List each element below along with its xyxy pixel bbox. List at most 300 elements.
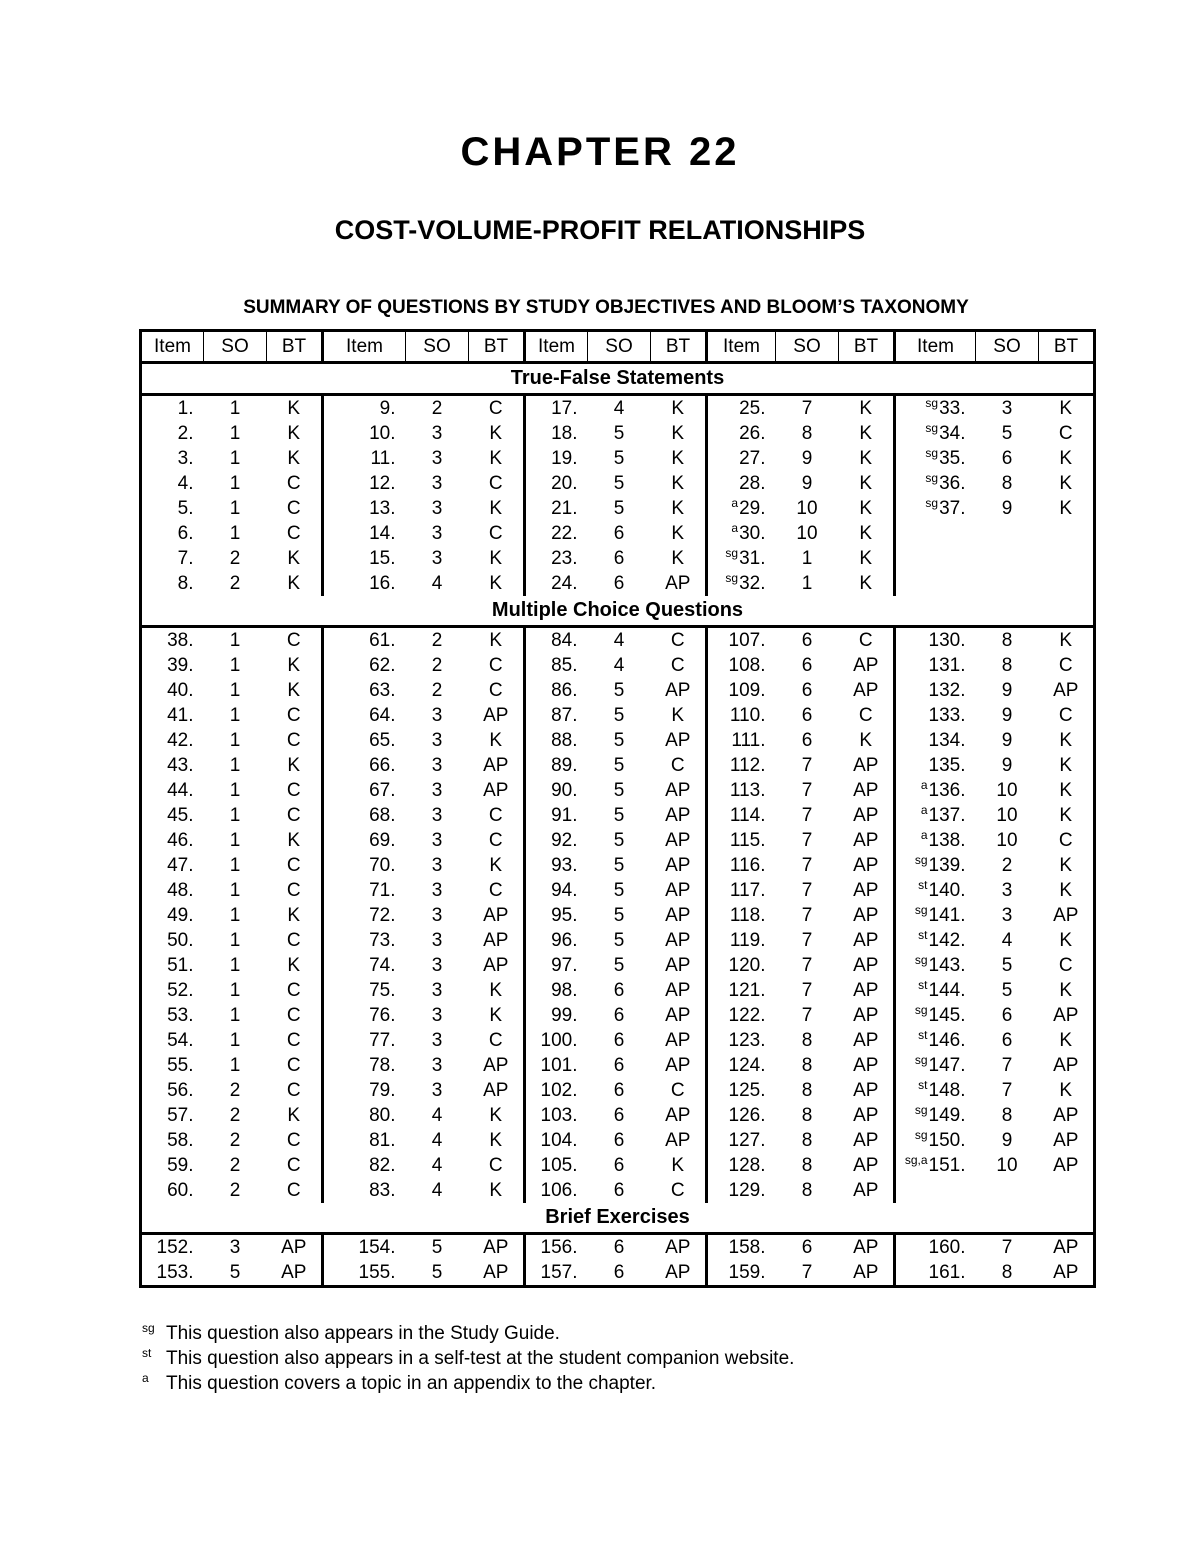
bt-cell: K — [287, 655, 301, 676]
so-cell: 4 — [613, 655, 625, 676]
item-cell — [323, 878, 406, 903]
item-number: 72. — [369, 905, 396, 926]
bt-cell: K — [671, 1155, 685, 1176]
bt-cell: C — [286, 498, 301, 519]
item-number: 129. — [728, 1180, 766, 1201]
item-number: 27. — [739, 448, 766, 469]
item-number: 43. — [167, 755, 194, 776]
footnote-marker: sg — [914, 903, 928, 917]
summary-table — [139, 329, 1096, 1288]
bt-cell: C — [488, 655, 503, 676]
item-number: 131. — [928, 655, 966, 676]
so-cell: 1 — [229, 1005, 241, 1026]
bt-cell: AP — [483, 780, 509, 801]
footnote-text: This question also appears in the Study Guide. — [166, 1323, 560, 1344]
bt-cell: C — [286, 1155, 301, 1176]
so-cell: 6 — [801, 730, 813, 751]
item-number: 124. — [728, 1055, 766, 1076]
item-number: 66. — [369, 755, 396, 776]
bt-cell: K — [1059, 780, 1073, 801]
item-number: 95. — [551, 905, 578, 926]
bt-cell: C — [670, 655, 685, 676]
item-number: 65. — [369, 730, 396, 751]
so-cell: 3 — [229, 1237, 241, 1258]
so-cell: 10 — [996, 805, 1018, 826]
item-number: 5. — [177, 498, 194, 519]
table-row — [141, 828, 1095, 853]
item-number: 122. — [728, 1005, 766, 1026]
item-number: 21. — [551, 498, 578, 519]
item-cell — [895, 703, 976, 728]
bt-cell: K — [287, 905, 301, 926]
item-cell — [895, 471, 976, 496]
item-number: 127. — [728, 1130, 766, 1151]
footnote — [142, 1366, 794, 1394]
item-cell — [141, 703, 204, 728]
item-number: 126. — [728, 1105, 766, 1126]
so-cell: 7 — [1001, 1055, 1013, 1076]
table-row — [141, 1128, 1095, 1153]
item-cell — [707, 471, 776, 496]
item-number: 51. — [167, 955, 194, 976]
bt-cell: K — [1059, 855, 1073, 876]
item-number: 20. — [551, 473, 578, 494]
item-cell — [323, 471, 406, 496]
bt-cell: K — [489, 1180, 503, 1201]
item-cell — [323, 446, 406, 471]
item-number: 159. — [728, 1262, 766, 1283]
so-cell: 1 — [229, 980, 241, 1001]
so-cell: 2 — [431, 398, 443, 419]
item-cell — [525, 728, 588, 753]
item-cell — [895, 1128, 976, 1153]
so-cell: 2 — [431, 630, 443, 651]
item-cell — [707, 546, 776, 571]
so-cell: 2 — [431, 655, 443, 676]
so-cell: 8 — [1001, 1262, 1013, 1283]
item-number: 106. — [540, 1180, 578, 1201]
item-cell — [707, 978, 776, 1003]
item-cell — [141, 978, 204, 1003]
so-cell: 1 — [229, 1030, 241, 1051]
table-row — [141, 878, 1095, 903]
bt-cell: AP — [665, 1030, 691, 1051]
bt-cell: AP — [853, 980, 879, 1001]
so-cell: 8 — [801, 1030, 813, 1051]
so-cell: 6 — [613, 1105, 625, 1126]
item-cell — [323, 627, 406, 654]
so-cell: 7 — [801, 1005, 813, 1026]
so-cell: 1 — [229, 930, 241, 951]
bt-cell: AP — [853, 780, 879, 801]
item-cell — [323, 1053, 406, 1078]
item-cell — [707, 1260, 776, 1287]
section-title: True-False Statements — [141, 363, 1095, 395]
item-number: 41. — [167, 705, 194, 726]
item-number: 24. — [551, 573, 578, 594]
bt-cell: C — [1058, 655, 1073, 676]
so-cell: 1 — [229, 398, 241, 419]
bt-cell: AP — [853, 1105, 879, 1126]
bt-cell: AP — [853, 755, 879, 776]
item-cell — [895, 878, 976, 903]
item-cell — [141, 496, 204, 521]
item-number: 52. — [167, 980, 194, 1001]
section-title: Multiple Choice Questions — [141, 596, 1095, 627]
bt-cell: K — [1059, 880, 1073, 901]
item-number: 76. — [369, 1005, 396, 1026]
bt-cell: AP — [483, 1237, 509, 1258]
item-number: 148. — [928, 1080, 966, 1101]
so-cell: 5 — [613, 755, 625, 776]
item-number: 40. — [167, 680, 194, 701]
so-cell: 3 — [1001, 905, 1013, 926]
so-cell: 7 — [801, 830, 813, 851]
item-number: 73. — [369, 930, 396, 951]
item-number: 12. — [369, 473, 396, 494]
item-number: 110. — [729, 705, 766, 726]
bt-cell: K — [1059, 980, 1073, 1001]
item-cell — [525, 1053, 588, 1078]
bt-cell: K — [859, 398, 873, 419]
footnote-marker: sg — [925, 471, 939, 485]
item-cell — [141, 953, 204, 978]
item-cell — [895, 521, 976, 546]
item-cell — [141, 521, 204, 546]
bt-cell — [1039, 521, 1095, 546]
item-number: 26. — [739, 423, 766, 444]
so-cell: 3 — [431, 930, 443, 951]
bt-cell: C — [286, 473, 301, 494]
so-cell: 1 — [229, 1055, 241, 1076]
bt-cell: AP — [853, 1155, 879, 1176]
item-number: 15. — [369, 548, 396, 569]
item-cell — [323, 395, 406, 422]
column-header-row — [141, 331, 1095, 363]
table-row — [141, 571, 1095, 596]
bt-cell: AP — [853, 830, 879, 851]
item-number: 9. — [379, 398, 396, 419]
footnote-marker: a — [920, 803, 928, 817]
item-number: 146. — [928, 1030, 966, 1051]
bt-cell: K — [671, 448, 685, 469]
section-header-row — [141, 363, 1095, 395]
item-cell — [895, 627, 976, 654]
so-cell: 6 — [613, 1005, 625, 1026]
item-number: 29. — [739, 498, 766, 519]
item-cell — [525, 678, 588, 703]
item-number: 31. — [739, 548, 766, 569]
item-number: 18. — [551, 423, 578, 444]
item-cell — [707, 703, 776, 728]
item-cell — [895, 1260, 976, 1287]
column-header-bt: BT — [839, 331, 895, 363]
item-cell — [895, 1153, 976, 1178]
item-number: 121. — [728, 980, 766, 1001]
item-cell — [895, 1234, 976, 1261]
item-number: 80. — [369, 1105, 396, 1126]
so-cell: 5 — [613, 830, 625, 851]
so-cell: 6 — [1001, 1030, 1013, 1051]
item-cell — [525, 571, 588, 596]
item-cell — [895, 978, 976, 1003]
item-cell — [525, 928, 588, 953]
item-cell — [525, 878, 588, 903]
bt-cell: K — [489, 573, 503, 594]
item-number: 49. — [167, 905, 194, 926]
so-cell: 3 — [431, 855, 443, 876]
item-number: 3. — [177, 448, 194, 469]
bt-cell: AP — [483, 705, 509, 726]
item-cell — [707, 1003, 776, 1028]
item-number: 53. — [167, 1005, 194, 1026]
so-cell: 3 — [431, 905, 443, 926]
item-cell — [707, 1178, 776, 1203]
so-cell: 8 — [1001, 473, 1013, 494]
bt-cell: AP — [483, 905, 509, 926]
bt-cell: K — [859, 730, 873, 751]
bt-cell: C — [670, 1180, 685, 1201]
item-cell — [895, 678, 976, 703]
bt-cell: AP — [483, 1262, 509, 1283]
footnote — [142, 1316, 794, 1344]
bt-cell: K — [489, 980, 503, 1001]
footnote-marker: sg — [914, 1128, 928, 1142]
bt-cell: AP — [665, 1262, 691, 1283]
item-number: 39. — [167, 655, 194, 676]
item-number: 147. — [928, 1055, 966, 1076]
item-cell — [895, 653, 976, 678]
item-cell — [141, 446, 204, 471]
bt-cell: K — [671, 523, 685, 544]
bt-cell: K — [1059, 1030, 1073, 1051]
item-cell — [323, 853, 406, 878]
item-cell — [323, 803, 406, 828]
bt-cell: C — [1058, 830, 1073, 851]
bt-cell: AP — [1053, 905, 1079, 926]
item-number: 83. — [369, 1180, 396, 1201]
column-header-so: SO — [776, 331, 839, 363]
footnote-text: This question covers a topic in an appendix to the chapter. — [166, 1373, 657, 1394]
item-cell — [895, 1178, 976, 1203]
item-cell — [141, 627, 204, 654]
item-number: 28. — [739, 473, 766, 494]
so-cell: 8 — [801, 1130, 813, 1151]
footnote-marker: st — [918, 1078, 928, 1092]
item-cell — [525, 953, 588, 978]
item-number: 153. — [156, 1262, 194, 1283]
bt-cell: C — [286, 730, 301, 751]
table-row — [141, 627, 1095, 654]
so-cell: 5 — [613, 473, 625, 494]
so-cell: 8 — [801, 1080, 813, 1101]
footnote-marker: sg — [725, 546, 739, 560]
item-number: 14. — [369, 523, 396, 544]
item-number: 134. — [928, 730, 966, 751]
bt-cell: AP — [665, 780, 691, 801]
item-number: 19. — [551, 448, 578, 469]
item-cell — [895, 571, 976, 596]
so-cell: 8 — [1001, 630, 1013, 651]
so-cell: 1 — [801, 548, 813, 569]
so-cell — [976, 1178, 1039, 1203]
item-cell — [323, 928, 406, 953]
column-header-so: SO — [406, 331, 469, 363]
bt-cell: K — [489, 423, 503, 444]
column-header-bt: BT — [651, 331, 707, 363]
item-number: 30. — [739, 523, 766, 544]
item-cell — [707, 496, 776, 521]
item-cell — [525, 853, 588, 878]
table-row — [141, 978, 1095, 1003]
bt-cell: AP — [665, 905, 691, 926]
item-cell — [525, 803, 588, 828]
item-cell — [141, 878, 204, 903]
table-row — [141, 728, 1095, 753]
item-number: 48. — [167, 880, 194, 901]
item-number: 87. — [551, 705, 578, 726]
table-row — [141, 1003, 1095, 1028]
bt-cell: K — [287, 680, 301, 701]
item-number: 6. — [177, 523, 194, 544]
footnote-marker: sg — [925, 446, 939, 460]
item-cell — [707, 803, 776, 828]
bt-cell: K — [287, 448, 301, 469]
so-cell: 3 — [431, 548, 443, 569]
table-row — [141, 1103, 1095, 1128]
chapter-title: CHAPTER 22 — [460, 130, 740, 174]
bt-cell: C — [488, 473, 503, 494]
so-cell: 1 — [229, 805, 241, 826]
item-cell — [895, 953, 976, 978]
so-cell: 5 — [613, 905, 625, 926]
item-number: 101. — [540, 1055, 578, 1076]
item-number: 128. — [728, 1155, 766, 1176]
bt-cell: C — [286, 930, 301, 951]
bt-cell: K — [859, 423, 873, 444]
item-cell — [323, 778, 406, 803]
so-cell: 8 — [801, 423, 813, 444]
footnote-marker: sg — [725, 571, 739, 585]
bt-cell: AP — [853, 1180, 879, 1201]
so-cell: 8 — [801, 1155, 813, 1176]
bt-cell: K — [671, 705, 685, 726]
item-number: 142. — [928, 930, 966, 951]
footnote-marker: a — [920, 828, 928, 842]
item-cell — [323, 653, 406, 678]
bt-cell: K — [489, 498, 503, 519]
so-cell: 1 — [229, 680, 241, 701]
item-number: 23. — [551, 548, 578, 569]
so-cell: 7 — [801, 398, 813, 419]
bt-cell: AP — [1053, 1005, 1079, 1026]
item-number: 64. — [369, 705, 396, 726]
bt-cell: K — [671, 473, 685, 494]
bt-cell: AP — [853, 1030, 879, 1051]
bt-cell: C — [1058, 705, 1073, 726]
so-cell: 1 — [229, 498, 241, 519]
item-cell — [707, 446, 776, 471]
footnote-marker: sg — [925, 496, 939, 510]
item-cell — [707, 878, 776, 903]
bt-cell: K — [1059, 805, 1073, 826]
so-cell: 5 — [613, 855, 625, 876]
bt-cell: AP — [665, 1237, 691, 1258]
item-number: 141. — [928, 905, 966, 926]
bt-cell: K — [287, 955, 301, 976]
item-cell — [141, 1103, 204, 1128]
so-cell: 2 — [229, 573, 241, 594]
item-number: 13. — [369, 498, 396, 519]
item-number: 143. — [928, 955, 966, 976]
bt-cell: K — [671, 423, 685, 444]
item-number: 2. — [177, 423, 194, 444]
item-number: 138. — [928, 830, 966, 851]
so-cell: 5 — [613, 498, 625, 519]
table-row — [141, 1053, 1095, 1078]
item-cell — [707, 1153, 776, 1178]
table-row — [141, 521, 1095, 546]
item-cell — [525, 521, 588, 546]
item-cell — [895, 446, 976, 471]
table-row — [141, 778, 1095, 803]
item-number: 58. — [167, 1130, 194, 1151]
so-cell: 3 — [431, 955, 443, 976]
bt-cell: K — [489, 855, 503, 876]
so-cell: 7 — [801, 780, 813, 801]
item-cell — [525, 753, 588, 778]
bt-cell: K — [859, 523, 873, 544]
so-cell: 3 — [431, 980, 443, 1001]
bt-cell: AP — [665, 805, 691, 826]
item-cell — [141, 903, 204, 928]
item-number: 59. — [167, 1155, 194, 1176]
table-row — [141, 803, 1095, 828]
footnote-marker: a — [731, 496, 739, 510]
item-cell — [323, 1078, 406, 1103]
bt-cell: C — [670, 1080, 685, 1101]
item-cell — [525, 1178, 588, 1203]
item-cell — [895, 421, 976, 446]
item-number: 4. — [177, 473, 194, 494]
item-cell — [895, 853, 976, 878]
bt-cell: C — [488, 523, 503, 544]
item-number: 75. — [369, 980, 396, 1001]
bt-cell: AP — [853, 655, 879, 676]
so-cell: 5 — [229, 1262, 241, 1283]
table-row — [141, 1153, 1095, 1178]
footnote-marker: st — [918, 1028, 928, 1042]
item-number: 158. — [728, 1237, 766, 1258]
item-cell — [141, 1128, 204, 1153]
item-cell — [141, 1260, 204, 1287]
so-cell: 3 — [431, 705, 443, 726]
bt-cell: AP — [853, 1005, 879, 1026]
bt-cell: AP — [281, 1262, 307, 1283]
item-number: 42. — [167, 730, 194, 751]
bt-cell: K — [1059, 630, 1073, 651]
so-cell: 9 — [1001, 755, 1013, 776]
item-number: 60. — [167, 1180, 194, 1201]
so-cell: 8 — [801, 1180, 813, 1201]
so-cell: 3 — [431, 780, 443, 801]
bt-cell: AP — [1053, 1155, 1079, 1176]
so-cell: 9 — [1001, 730, 1013, 751]
so-cell: 6 — [613, 573, 625, 594]
item-cell — [323, 571, 406, 596]
so-cell: 5 — [613, 955, 625, 976]
bt-cell: C — [858, 630, 873, 651]
